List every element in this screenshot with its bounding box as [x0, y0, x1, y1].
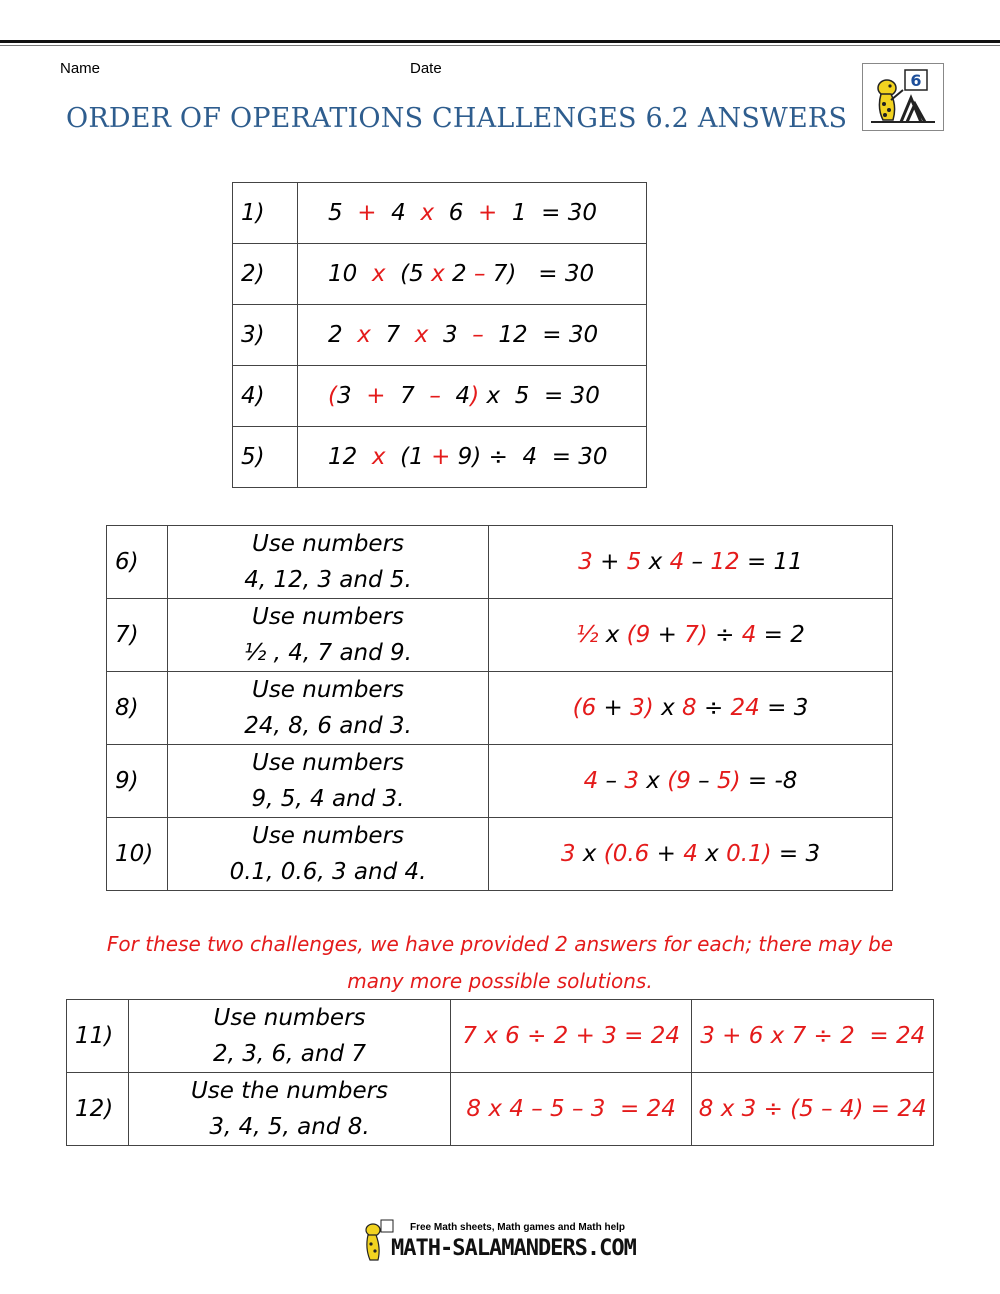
equation-token: 3) — [630, 695, 654, 721]
equation-token: 5 — [626, 549, 642, 575]
question-number: 3) — [233, 305, 298, 366]
equation-token: – — [684, 549, 711, 575]
answer-cell — [489, 745, 893, 818]
equation-token: 6 — [448, 200, 464, 226]
equation-token: x — [697, 841, 727, 867]
answer-cell — [489, 526, 893, 599]
salamander-icon — [863, 64, 943, 130]
instruction-cell — [129, 1000, 451, 1073]
instruction-cell — [168, 672, 489, 745]
equation-token: = 30 — [526, 200, 597, 226]
challenge-table-3 — [66, 999, 934, 1146]
instruction-line: Use numbers — [251, 750, 405, 776]
equation-token: 4 — [440, 383, 471, 409]
salamander-logo — [862, 63, 944, 131]
instruction-line: 24, 8, 6 and 3. — [244, 713, 412, 739]
note-text — [66, 926, 934, 1000]
instruction-line: Use numbers — [251, 677, 405, 703]
equation-token: = 2 — [756, 622, 805, 648]
equation-token: 7) = 30 — [485, 261, 595, 287]
equation-token: 3 — [560, 841, 576, 867]
equation-token: 7 — [385, 383, 430, 409]
equation-token: + — [596, 695, 631, 721]
equation-token: = -8 — [740, 768, 798, 794]
equation-token: – — [429, 383, 441, 409]
equation-token: x — [639, 768, 668, 794]
equation-token: 4 — [669, 549, 685, 575]
equation-token: x — [420, 200, 435, 226]
equation-token: 1 — [511, 200, 527, 226]
footer-brand: MATH-SALAMANDERS.COM — [391, 1236, 636, 1261]
equation-token: x — [357, 322, 371, 348]
equation-token: – — [690, 768, 717, 794]
equation-token: 9) ÷ 4 = 30 — [450, 444, 608, 470]
instruction-line: ½ , 4, 7 and 9. — [244, 640, 412, 666]
equation-token: 4 — [391, 200, 406, 226]
equation-token: (9 — [667, 768, 691, 794]
equation-token: + — [650, 622, 685, 648]
equation-cell — [298, 427, 647, 488]
table-row — [107, 745, 893, 818]
equation-token: x — [653, 695, 682, 721]
top-rule — [0, 40, 1000, 43]
equation-token: + — [431, 444, 451, 470]
table-row — [233, 183, 647, 244]
equation-token: + — [357, 200, 377, 226]
question-number: 8) — [107, 672, 168, 745]
equation-token: ÷ — [707, 622, 742, 648]
equation-token: 3 — [578, 549, 593, 575]
table-row — [233, 366, 647, 427]
instruction-line: Use numbers — [251, 823, 405, 849]
instruction-cell — [168, 818, 489, 891]
equation-token: 7) — [684, 622, 708, 648]
equation-token: x — [371, 444, 386, 470]
question-number: 10) — [107, 818, 168, 891]
equation-token: 4 — [583, 768, 599, 794]
grade-badge: 6 — [910, 71, 922, 90]
equation-token: 5) — [716, 768, 741, 794]
equation-token: 2 — [328, 322, 358, 348]
equation-token: = 3 — [759, 695, 809, 721]
top-rule-thin — [0, 45, 1000, 46]
instruction-line: Use numbers — [251, 604, 405, 630]
instruction-line: 0.1, 0.6, 3 and 4. — [229, 859, 427, 885]
instruction-line: 3, 4, 5, and 8. — [209, 1114, 370, 1140]
equation-token: 4 — [683, 841, 698, 867]
equation-token: (6 — [572, 695, 597, 721]
answer-cell: 3 + 6 x 7 ÷ 2 = 24 — [692, 1000, 934, 1073]
equation-cell — [298, 183, 647, 244]
date-label: Date — [410, 60, 442, 77]
equation-token: 3 — [336, 383, 367, 409]
equation-token: – — [472, 322, 484, 348]
equation-token: x — [598, 622, 627, 648]
equation-token: 8 — [682, 695, 697, 721]
answer-cell: 8 x 3 ÷ (5 – 4) = 24 — [692, 1073, 934, 1146]
table-row — [107, 526, 893, 599]
equation-token: ( — [328, 383, 337, 409]
instruction-line: Use numbers — [213, 1005, 366, 1031]
answer-cell — [489, 818, 893, 891]
question-number: 4) — [233, 366, 298, 427]
question-number: 7) — [107, 599, 168, 672]
question-number: 6) — [107, 526, 168, 599]
equation-token: 4 — [741, 622, 757, 648]
question-number: 1) — [233, 183, 298, 244]
equation-token — [377, 200, 392, 226]
equation-token: + — [649, 841, 684, 867]
answer-cell: 8 x 4 – 5 – 3 = 24 — [450, 1073, 692, 1146]
equation-token: x — [575, 841, 604, 867]
table-row — [233, 427, 647, 488]
table-row — [107, 818, 893, 891]
equation-token: 10 — [328, 261, 372, 287]
equation-token: 12 = 30 — [483, 322, 599, 348]
equation-token: (9 — [626, 622, 651, 648]
table-row — [107, 672, 893, 745]
equation-token: 3 — [624, 768, 639, 794]
footer-logo — [355, 1218, 645, 1266]
note-line-1: For these two challenges, we have provided 2 answers for each; there may be — [106, 932, 894, 956]
instruction-line: Use numbers — [251, 531, 405, 557]
question-number: 2) — [233, 244, 298, 305]
equation-token: 7 — [370, 322, 415, 348]
equation-token: – — [473, 261, 486, 287]
equation-token: = 11 — [739, 549, 803, 575]
instruction-line: 9, 5, 4 and 3. — [251, 786, 405, 812]
table-row — [67, 1000, 934, 1073]
equation-token: ½ — [576, 622, 599, 648]
equation-token: x — [641, 549, 670, 575]
instruction-cell — [168, 526, 489, 599]
equation-token: 12 — [328, 444, 372, 470]
equation-cell — [298, 244, 647, 305]
equation-token — [406, 200, 421, 226]
equation-cell — [298, 366, 647, 427]
question-number: 12) — [67, 1073, 129, 1146]
instruction-cell — [168, 745, 489, 818]
table-row — [233, 305, 647, 366]
footer-salamander-icon — [355, 1218, 395, 1266]
instruction-line: 4, 12, 3 and 5. — [244, 567, 412, 593]
equation-token: 3 — [428, 322, 473, 348]
equation-token — [343, 200, 358, 226]
note-line-2: many more possible solutions. — [347, 969, 653, 993]
answer-cell: 7 x 6 ÷ 2 + 3 = 24 — [450, 1000, 692, 1073]
challenge-table-1 — [232, 182, 647, 488]
answer-cell — [489, 672, 893, 745]
table-row — [67, 1073, 934, 1146]
equation-token — [463, 200, 478, 226]
challenge-table-2 — [106, 525, 893, 891]
equation-token: x — [371, 261, 386, 287]
question-number: 5) — [233, 427, 298, 488]
table-row — [233, 244, 647, 305]
instruction-cell — [129, 1073, 451, 1146]
instruction-line: Use the numbers — [190, 1078, 389, 1104]
equation-token: x — [431, 261, 445, 287]
equation-token: (5 — [385, 261, 432, 287]
equation-token: + — [477, 200, 498, 226]
question-number: 9) — [107, 745, 168, 818]
equation-token — [497, 200, 512, 226]
equation-token: (1 — [385, 444, 432, 470]
footer-tagline: Free Math sheets, Math games and Math help — [410, 1222, 626, 1233]
answer-cell — [489, 599, 893, 672]
question-number: 11) — [67, 1000, 129, 1073]
equation-token: – — [598, 768, 625, 794]
instruction-cell — [168, 599, 489, 672]
equation-cell — [298, 305, 647, 366]
equation-token: ÷ — [696, 695, 731, 721]
equation-token: + — [366, 383, 386, 409]
name-label: Name — [60, 60, 101, 77]
equation-token: x — [414, 322, 429, 348]
equation-token: = 3 — [771, 841, 821, 867]
equation-token: 2 — [444, 261, 474, 287]
equation-token: 12 — [710, 549, 740, 575]
equation-token: 5 — [328, 200, 343, 226]
equation-token — [434, 200, 449, 226]
equation-token: ) — [470, 383, 480, 409]
instruction-line: 2, 3, 6, and 7 — [213, 1041, 366, 1067]
table-row — [107, 599, 893, 672]
equation-token: 0.1) — [726, 841, 772, 867]
equation-token: 24 — [730, 695, 760, 721]
page-title: ORDER OF OPERATIONS CHALLENGES 6.2 ANSWERS — [66, 103, 848, 134]
equation-token: + — [592, 549, 627, 575]
equation-token: x 5 = 30 — [479, 383, 600, 409]
equation-token: (0.6 — [603, 841, 650, 867]
